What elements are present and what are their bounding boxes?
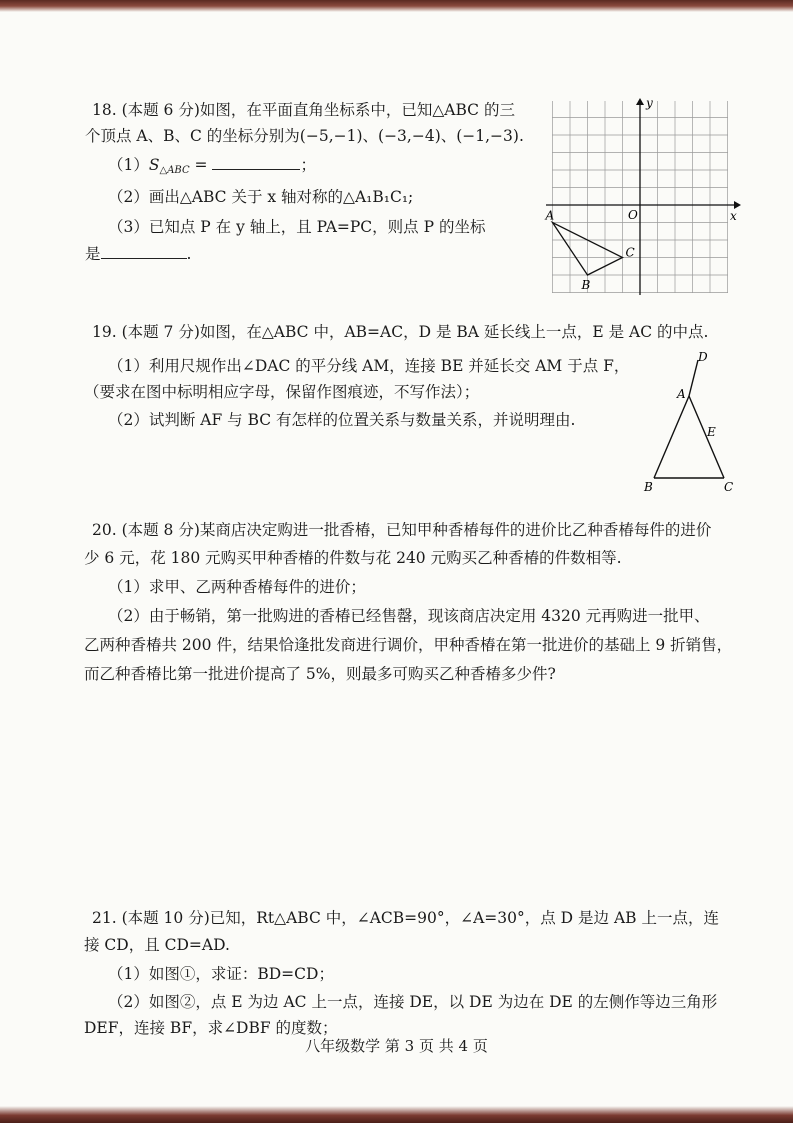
y-axis-label: y <box>646 96 653 110</box>
q18-answer-blank-1[interactable] <box>212 155 300 170</box>
origin-label: O <box>628 208 638 222</box>
q20-line1: 20. (本题 8 分)某商店决定购进一批香椿，已知甲种香椿每件的进价比乙种香椿每件的进价 <box>92 521 712 539</box>
q18-part2: （2）画出△ABC 关于 x 轴对称的△A₁B₁C₁; <box>108 188 414 206</box>
q19-line3: （要求在图中标明相应字母，保留作图痕迹，不写作法）； <box>84 383 480 401</box>
point-e-label: E <box>707 425 716 439</box>
q18-area-subscript: △ABC <box>159 165 190 176</box>
q18-area-symbol: S <box>148 156 160 174</box>
q20-line2: 少 6 元，花 180 元购买甲种香椿的件数与花 240 元购买乙种香椿的件数相等. <box>84 549 622 567</box>
q18-part3-cont <box>85 244 191 264</box>
q21-line4: （2）如图②，点 E 为边 AC 上一点，连接 DE，以 DE 为边在 DE 的左侧作等边三角形 <box>108 993 718 1011</box>
q18-line2: 个顶点 A、B、C 的坐标分别为(−5,−1)、(−3,−4)、(−1,−3). <box>85 127 524 145</box>
point-d-label: D <box>698 350 708 364</box>
q18-part1-end: ； <box>300 156 316 174</box>
q18-equals: = <box>189 156 213 174</box>
scan-top-edge <box>0 0 793 12</box>
scan-bottom-edge <box>0 1106 793 1123</box>
q18-part1-prefix: （1） <box>108 156 149 174</box>
q20-line3: （1）求甲、乙两种香椿每件的进价； <box>108 578 366 596</box>
q21-line5: DEF，连接 BF，求∠DBF 的度数； <box>84 1019 338 1037</box>
q18-answer-blank-2[interactable] <box>101 244 187 259</box>
q19-triangle-figure <box>640 348 740 496</box>
q20-line6: 而乙种香椿比第一批进价提高了 5%，则最多可购买乙种香椿多少件? <box>84 665 556 683</box>
q21-line2: 接 CD，且 CD=AD. <box>84 936 230 954</box>
q19-line1: 19. (本题 7 分)如图，在△ABC 中，AB=AC，D 是 BA 延长线上一点，E 是 AC 的中点. <box>92 323 709 341</box>
segment-ad <box>689 360 698 396</box>
q18-line1: 18. (本题 6 分)如图，在平面直角坐标系中，已知△ABC 的三 <box>92 101 515 119</box>
x-axis-label: x <box>730 209 737 223</box>
point-c-label: C <box>724 480 734 494</box>
q21-line3: （1）如图①，求证：BD=CD； <box>108 965 334 983</box>
q20-line5: 乙两种香椿共 200 件，结果恰逢批发商进行调价，甲种香椿在第一批进价的基础上 9 折销售， <box>84 636 733 654</box>
point-b-label: B <box>581 278 591 292</box>
q18-part1 <box>108 155 316 181</box>
q18-part3-prefix: 是 <box>85 245 101 263</box>
q19-line2: （1）利用尺规作出∠DAC 的平分线 AM，连接 BE 并延长交 AM 于点 F， <box>108 357 630 375</box>
page-footer: 八年级数学 第 3 页 共 4 页 <box>305 1037 488 1055</box>
x-axis-arrow-icon <box>734 201 741 209</box>
q20-line4: （2）由于畅销，第一批购进的香椿已经售罄，现该商店决定用 4320 元再购进一批甲、 <box>108 607 710 625</box>
y-axis-arrow-icon <box>636 98 644 105</box>
q18-part3-end: . <box>186 245 192 263</box>
q19-line4: （2）试判断 AF 与 BC 有怎样的位置关系与数量关系，并说明理由. <box>108 411 576 429</box>
segment-ba <box>654 396 689 478</box>
q18-coordinate-graph <box>544 95 744 300</box>
point-a-label: A <box>677 387 686 401</box>
q21-line1: 21. (本题 10 分)已知，Rt△ABC 中，∠ACB=90°，∠A=30°，点 D 是边 AB 上一点，连 <box>92 909 719 927</box>
point-c-label: C <box>625 245 635 260</box>
point-a-label: A <box>545 208 555 223</box>
q18-part3: （3）已知点 P 在 y 轴上，且 PA=PC，则点 P 的坐标 <box>108 218 486 236</box>
point-b-label: B <box>644 480 653 494</box>
